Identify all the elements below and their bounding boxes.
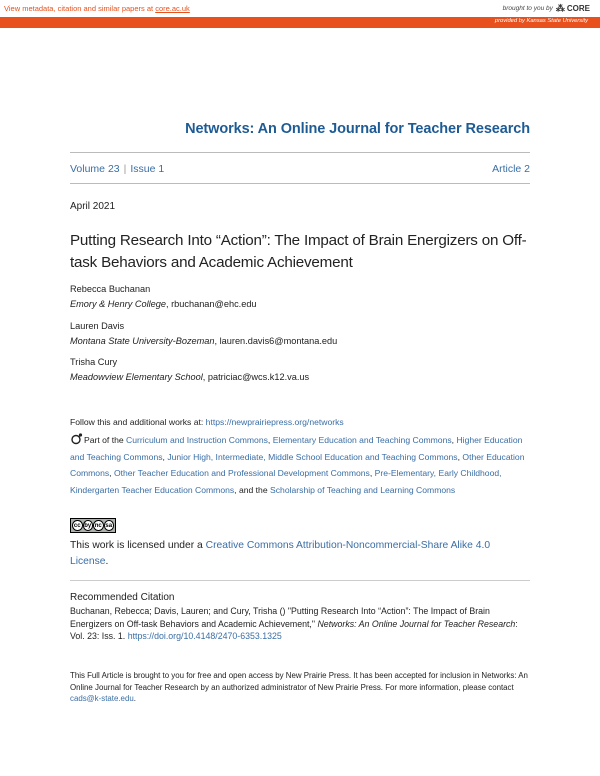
volume-link[interactable]: Volume 23: [70, 163, 120, 175]
footer-notice: This Full Article is brought to you for free and open access by New Prairie Press. It has been accepted for inclusion in Networks: An Online Journal for Teacher Research by an authorized administrator of New Prairie Press. For more information, please contact cads@k-state.edu.: [70, 671, 528, 703]
license-link[interactable]: Creative Commons Attribution-Noncommercial-Share Alike 4.0 License: [70, 540, 491, 567]
by-icon: by: [83, 520, 94, 531]
provider-text: provided by Kansas State University: [494, 18, 588, 24]
commons-link[interactable]: Elementary Education and Teaching Commons: [272, 435, 452, 445]
cc-icon: cc: [72, 520, 83, 531]
article-link[interactable]: Article 2: [492, 163, 530, 175]
author-name: Trisha Cury: [70, 357, 118, 367]
divider-top: [70, 152, 530, 153]
commons-link[interactable]: Higher Education and Teaching Commons: [70, 435, 523, 462]
separator: |: [123, 163, 127, 175]
citation-journal: Networks: An Online Journal for Teacher Research: [317, 618, 516, 629]
volume-issue: [70, 163, 164, 175]
core-logo[interactable]: ⁂ CORE: [555, 3, 590, 13]
core-logo-icon: ⁂: [555, 3, 565, 13]
author-name: Rebecca Buchanan: [70, 284, 151, 294]
author-email: , rbuchanan@ehc.edu: [166, 299, 257, 309]
doi-link[interactable]: https://doi.org/10.4148/2470-6353.1325: [127, 631, 282, 642]
provider-bar: [0, 17, 600, 28]
license-text: This work is licensed under a Creative Commons Attribution-Noncommercial-Share Alike 4.0 License.: [70, 540, 491, 567]
author-block: [70, 283, 257, 311]
part-of-block: Part of the Curriculum and Instruction Commons, Elementary Education and Teaching Commons, Higher Education and Teaching Commons, Junior High, Intermediate, Middle School Education and Teaching Commons, Other Education Commons, Other Teacher Education and Professional Development Commons, Pre-Elementary, Early Childhood, Kindergarten Teacher Education Commons, and the Scholarship of Teaching and Learning Commons: [70, 435, 525, 495]
network-icon: [70, 433, 83, 445]
author-affiliation: Emory & Henry College: [70, 299, 166, 309]
commons-link[interactable]: Junior High, Intermediate, Middle School Education and Teaching Commons: [167, 451, 458, 462]
issue-link[interactable]: Issue 1: [130, 163, 165, 175]
author-email: , patriciac@wcs.k12.va.us: [202, 372, 310, 382]
author-name: Lauren Davis: [70, 321, 125, 331]
commons-link[interactable]: Other Teacher Education and Professional Development Commons: [113, 468, 370, 478]
nc-icon: nc: [93, 520, 104, 531]
paper-title: Putting Research Into “Action”: The Impact of Brain Energizers on Off-task Behaviors and Academic Achievement: [70, 232, 527, 271]
citation-heading: Recommended Citation: [70, 592, 175, 603]
commons-link[interactable]: Curriculum and Instruction Commons: [126, 435, 268, 445]
author-email: , lauren.davis6@montana.edu: [214, 336, 338, 346]
follow-line: Follow this and additional works at: https://newprairiepress.org/networks: [70, 417, 344, 427]
author-block: [70, 356, 309, 384]
core-metadata-link[interactable]: [4, 4, 190, 13]
commons-link[interactable]: Other Education Commons: [70, 451, 525, 478]
author-affiliation: Montana State University-Bozeman: [70, 336, 215, 346]
journal-title[interactable]: Networks: An Online Journal for Teacher Research: [185, 121, 530, 137]
citation-text: Buchanan, Rebecca; Davis, Lauren; and Cury, Trisha () "Putting Research Into “Action”: The Impact of Brain Energizers on Off-task Behaviors and Academic Achievement," Networks: An Online Journal for Teacher Research: Vol. 23: Iss. 1. https://doi.org/10.4148/2470-6353.1325: [70, 606, 518, 642]
contact-email-link[interactable]: cads@k-state.edu: [70, 694, 134, 703]
brought-text: brought to you by: [502, 5, 553, 12]
core-text: View metadata, citation and similar papers at: [4, 4, 156, 13]
follow-url[interactable]: https://newprairiepress.org/networks: [205, 417, 344, 427]
divider-citation: [70, 580, 530, 581]
divider-bottom: [70, 183, 530, 184]
sa-icon: sa: [104, 520, 115, 531]
publication-date: April 2021: [70, 201, 116, 212]
core-url[interactable]: core.ac.uk: [155, 4, 190, 13]
commons-link[interactable]: Scholarship of Teaching and Learning Commons: [270, 484, 456, 495]
commons-link[interactable]: Pre-Elementary, Early Childhood, Kindergarten Teacher Education Commons: [70, 468, 502, 495]
author-block: [70, 320, 337, 348]
author-affiliation: Meadowview Elementary School: [70, 372, 203, 382]
cc-license-badge[interactable]: [70, 518, 116, 533]
core-brought-by: [503, 3, 590, 14]
